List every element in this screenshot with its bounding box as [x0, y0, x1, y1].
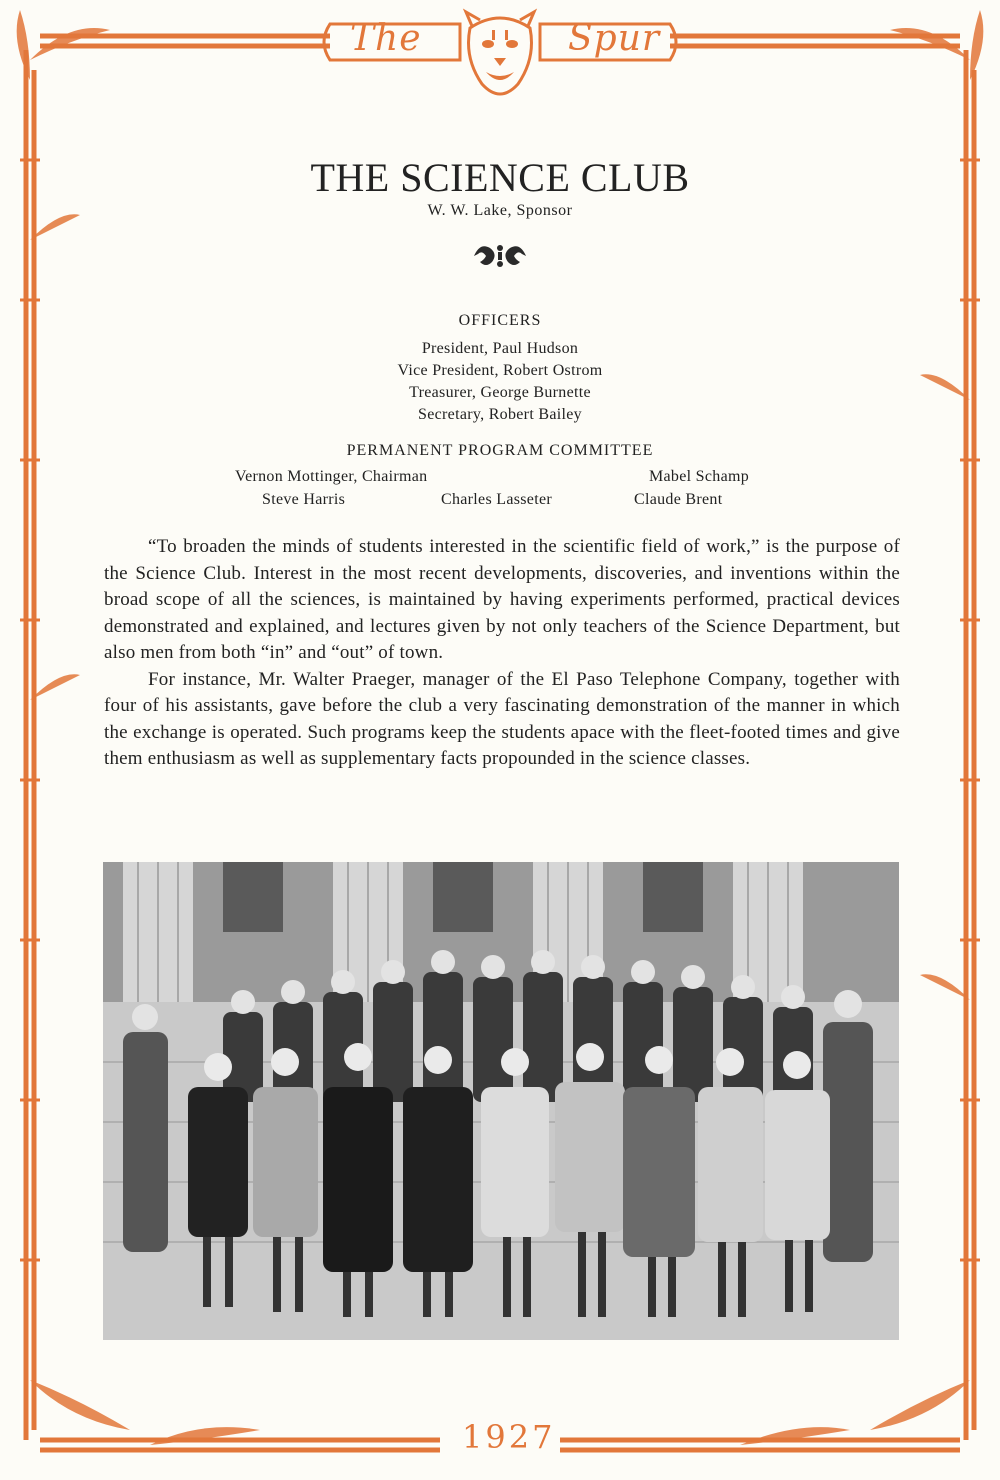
officer-secretary: Secretary, Robert Bailey	[418, 406, 582, 423]
sponsor-line: W. W. Lake, Sponsor	[427, 202, 573, 219]
committee-member: Charles Lasseter	[441, 491, 552, 508]
committee-member: Mabel Schamp	[649, 468, 750, 485]
fleuron-ornament-icon	[470, 240, 530, 272]
officers-heading: OFFICERS	[458, 312, 542, 329]
year-label: 1927	[462, 1418, 556, 1456]
officers-list	[0, 338, 1000, 426]
officer-vice-president: Vice President, Robert Ostrom	[397, 362, 603, 379]
committee-heading: PERMANENT PROGRAM COMMITTEE	[346, 442, 654, 459]
tiger-head-emblem-icon	[462, 8, 538, 104]
header-word-right: Spur	[568, 18, 661, 59]
paragraph: “To broaden the minds of students interested in the scientific field of work,” is the purpose of the Science Club. Interest in the most recent developments, discoveries, and inventions within the broad scope of all the sciences, is maintained by having experiments performed, practical devices demonstrated and explained, and lectures given by not only teachers of the Science Department, but also men from both “in” and “out” of town.	[104, 536, 900, 663]
page-title: THE SCIENCE CLUB	[310, 155, 690, 200]
committee-member: Vernon Mottinger, Chairman	[235, 468, 428, 485]
committee-member: Claude Brent	[634, 491, 723, 508]
officer-treasurer: Treasurer, George Burnette	[409, 384, 591, 401]
header-word-left: The	[350, 18, 422, 59]
committee-member: Steve Harris	[262, 491, 346, 508]
officer-president: President, Paul Hudson	[421, 340, 579, 357]
body-text	[104, 534, 900, 773]
paragraph: For instance, Mr. Walter Praeger, manager of the El Paso Telephone Company, together with four of his assistants, gave before the club a very fascinating demonstration of the manner in which the exchange is operated. Such programs keep the students apace with the fleet-footed times and give them enthusiasm as well as supplementary facts propounded in the science classes.	[104, 668, 900, 769]
group-photograph	[103, 862, 899, 1340]
